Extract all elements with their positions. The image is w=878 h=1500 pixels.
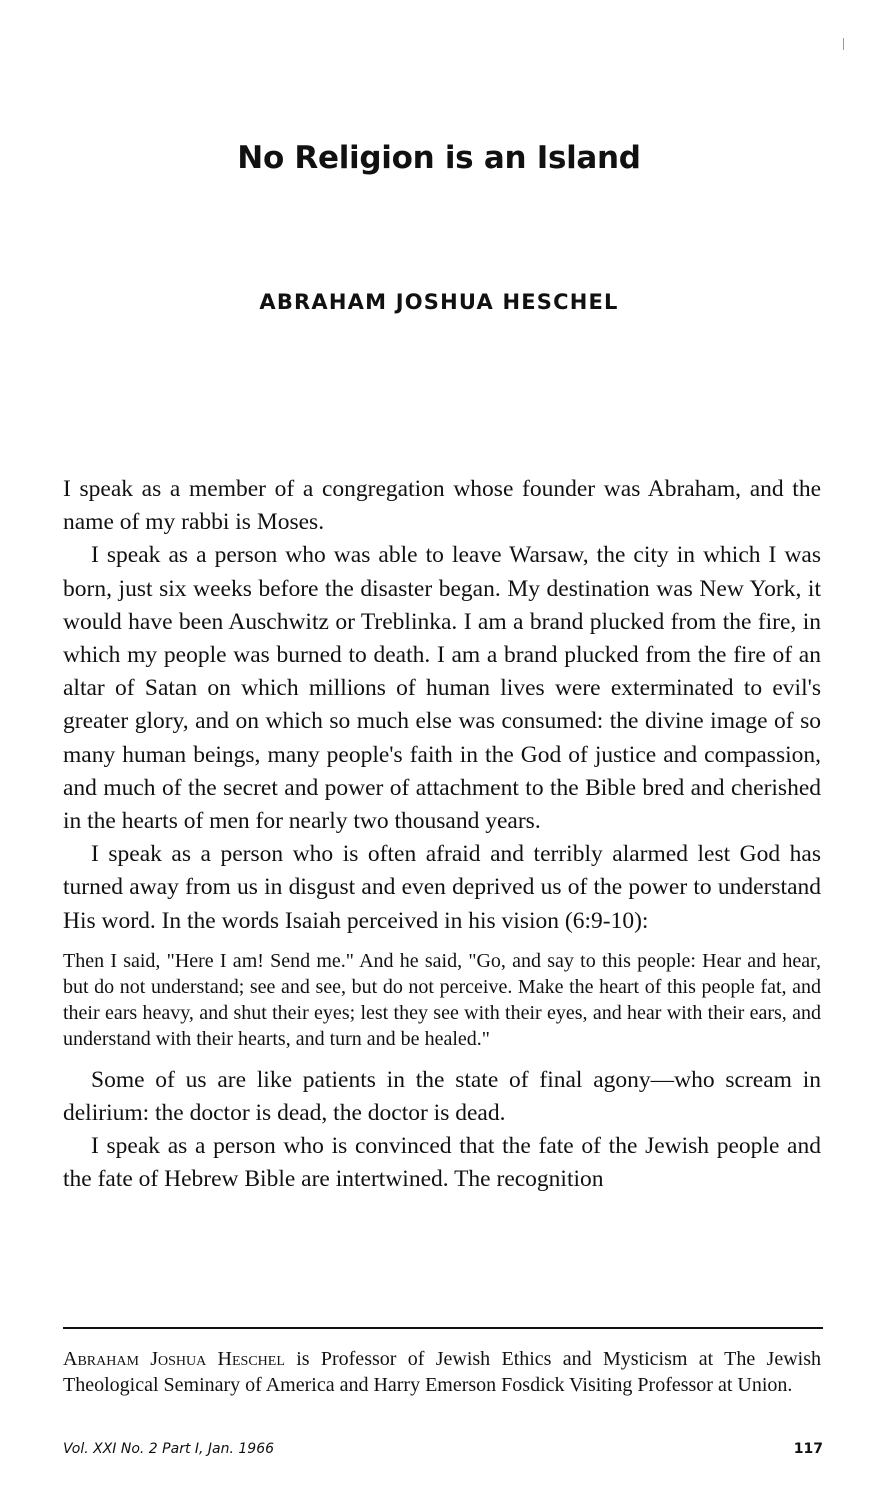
article-title: No Religion is an Island [237, 140, 641, 176]
footnote-author-name: Abraham Joshua Heschel [63, 1348, 285, 1370]
paragraph-3: I speak as a person who is often afraid and terribly alarmed lest God has turned away from us in disgust and even deprived us of the power to understand His word. In the words Isaiah perceived in his vision (6:9-10): [63, 841, 821, 934]
article-author: ABRAHAM JOSHUA HESCHEL [259, 290, 619, 314]
page-number: 117 [793, 1441, 823, 1457]
paragraph-2: I speak as a person who was able to leave Warsaw, the city in which I was born, just six weeks before the disaster began. My destination was New York, it would have been Auschwitz or Treblinka. I am a brand plucked from the fire, in which my people was burned to death. I am a brand plucked from the fire of an altar of Satan on which millions of human lives were exterminated to evil's greater glory, and on which so much else was consumed: the divine image of so many human beings, many people's faith in the God of justice and compassion, and much of the secret and power of attachment to the Bible bred and cherished in the hearts of men for nearly two thousand years. [63, 542, 821, 835]
journal-citation: Vol. XXI No. 2 Part I, Jan. 1966 [63, 1441, 275, 1457]
author-footnote [63, 1346, 821, 1398]
page-footer [63, 1441, 823, 1457]
block-quote: Then I said, "Here I am! Send me." And he said, "Go, and say to this people: Hear and hear, but do not understand; see and see, but do not perceive. Make the heart of this people fat, and their ears heavy, and shut their eyes; lest they see with their eyes, and hear with their ears, and understand with their hearts, and turn and be healed." [63, 949, 821, 1050]
article-body [63, 473, 821, 1197]
paragraph-4: Some of us are like patients in the state of final agony—who scream in delirium: the doctor is dead, the doctor is dead. [63, 1066, 821, 1127]
paragraph-1: I speak as a member of a congregation whose founder was Abraham, and the name of my rabbi is Moses. [63, 476, 821, 536]
paragraph-5: I speak as a person who is convinced that the fate of the Jewish people and the fate of Hebrew Bible are intertwined. The recognition [63, 1133, 821, 1193]
footnote-rule [63, 1327, 823, 1329]
footnote-text: is Professor of Jewish Ethics and Mysticism at The Jewish Theological Seminary of America and Harry Emerson Fosdick Visiting Professor at Union. [63, 1348, 822, 1396]
scan-edge-mark [843, 38, 844, 50]
